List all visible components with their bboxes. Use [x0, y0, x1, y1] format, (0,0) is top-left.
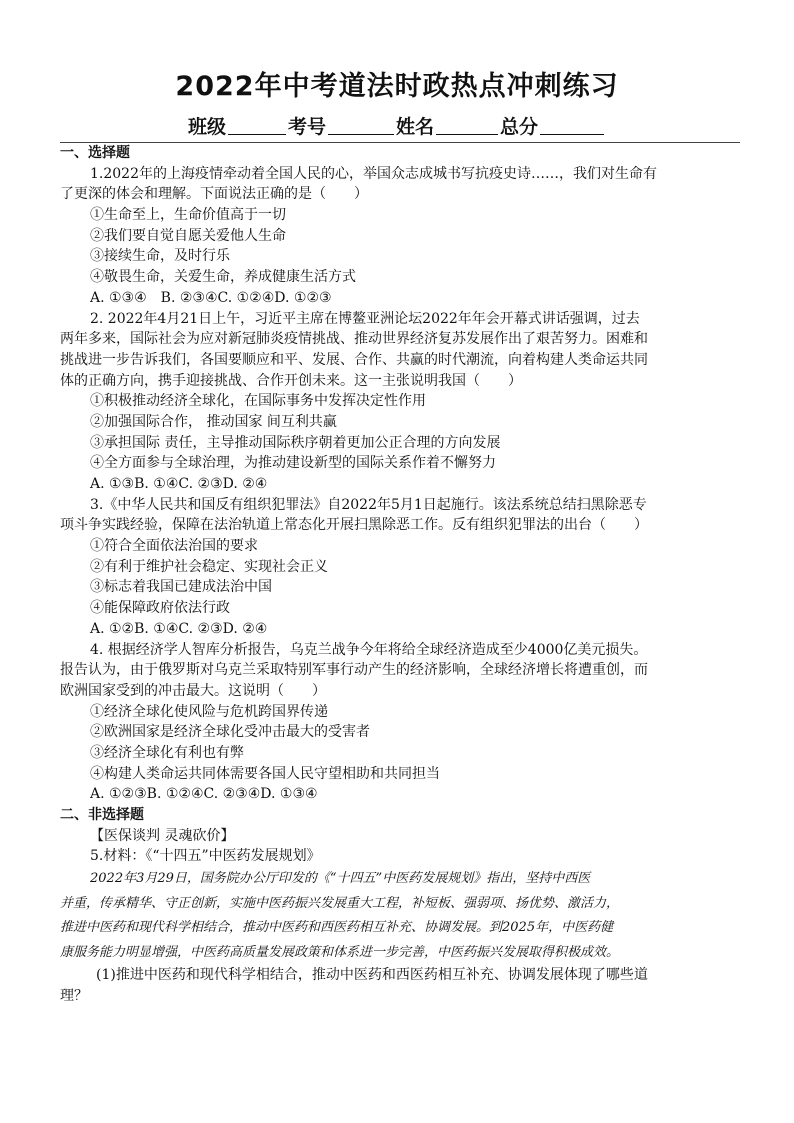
question-4-option: ③经济全球化有利也有弊: [90, 744, 244, 761]
exam-number-blank[interactable]: [328, 116, 394, 135]
question-5-material-title: 5.材料：《“十四五”中医药发展规划》: [90, 848, 321, 865]
question-3-stem-line: 3.《中华人民共和国反有组织犯罪法》自2022年5月1日起施行。该法系统总结扫黑除恶专: [90, 496, 647, 513]
question-5-subquestion-line: 理？: [60, 987, 88, 1004]
question-3-option: ②有利于维护社会稳定、实现社会正义: [90, 558, 328, 575]
class-blank[interactable]: [228, 116, 286, 135]
question-2-stem-line: 2. 2022年4月21日上午，习近平主席在博鳌亚洲论坛2022年年会开幕式讲话强调，过去: [90, 310, 640, 327]
question-1-option: ①生命至上，生命价值高于一切: [90, 207, 286, 224]
question-4-stem-line: 报告认为，由于俄罗斯对乌克兰采取特别军事行动产生的经济影响，全球经济增长将遭重创，而: [60, 662, 648, 679]
question-1-option: ③接续生命，及时行乐: [90, 248, 230, 265]
question-1-option: ②我们要自觉自愿关爱他人生命: [90, 227, 286, 244]
question-1-choices: A. ①③④ B. ②③④C. ①②④D. ①②③: [90, 289, 332, 306]
student-info-line: [0, 112, 794, 139]
page-title: 2022年中考道法时政热点冲刺练习: [175, 71, 619, 102]
question-3-choices: A. ①②B. ①④C. ②③D. ②④: [90, 620, 268, 637]
question-2-stem-line: 体的正确方向，携手迎接挑战、合作开创未来。这一主张说明我国（ ）: [60, 372, 522, 389]
question-1: [60, 164, 742, 309]
material-text-line: 并重，传承精华、守正创新，实施中医药振兴发展重大工程，补短板、强弱项、扬优势、激活力，: [60, 895, 620, 911]
question-2-option: ②加强国际合作， 推动国家 间互利共赢: [90, 413, 337, 430]
question-1-stem-line: 1.2022年的上海疫情牵动着全国人民的心，举国众志成城书写抗疫史诗……，我们对生命有: [90, 165, 657, 182]
question-5-subquestion-line: (1)推进中医药和现代科学相结合，推动中医药和西医药相互补充、协调发展体现了哪些道: [96, 967, 648, 984]
material-text-line: 推进中医药和现代科学相结合，推动中医药和西医药相互补充、协调发展。到2025年，中医药健: [60, 920, 614, 936]
question-4: [60, 640, 742, 806]
name-label: 姓名: [396, 116, 435, 138]
question-4-option: ②欧洲国家是经济全球化受冲击最大的受害者: [90, 724, 370, 741]
material-text-line: 康服务能力明显增强，中医药高质量发展政策和体系进一步完善，中医药振兴发展取得积极成效。: [60, 944, 620, 960]
question-2-option: ④全方面参与全球治理，为推动建设新型的国际关系作着不懈努力: [90, 455, 496, 472]
question-2-option: ③承担国际 责任，主导推动国际秩序朝着更加公正合理的方向发展: [90, 434, 501, 451]
question-4-stem-line: 4. 根据经济学人智库分析报告，乌克兰战争今年将给全球经济造成至少4000亿美元损失。: [90, 641, 648, 658]
worksheet-body: [60, 143, 742, 1006]
section-heading-nonchoice: 二、非选择题: [60, 807, 144, 823]
question-5: [60, 826, 742, 1007]
name-blank[interactable]: [436, 116, 498, 135]
question-2: [60, 309, 742, 495]
question-3-option: ③标志着我国已建成法治中国: [90, 579, 272, 596]
question-1-option: ④敬畏生命，关爱生命，养成健康生活方式: [90, 269, 356, 286]
question-1-stem-line: 了更深的体会和理解。下面说法正确的是（ ）: [60, 186, 368, 203]
question-4-choices: A. ①②③B. ①②④C. ②③④D. ①③④: [90, 786, 318, 803]
score-blank[interactable]: [540, 116, 604, 135]
question-2-stem-line: 两年多来，国际社会为应对新冠肺炎疫情挑战、推动世界经济复苏发展作出了艰苦努力。困难和: [60, 331, 648, 348]
question-3-option: ①符合全面依法治国的要求: [90, 538, 258, 555]
class-label: 班级: [187, 116, 226, 138]
material-text-line: 2022年3月29日，国务院办公厅印发的《“十四五”中医药发展规划》指出，坚持中西医: [90, 871, 591, 887]
question-4-option: ①经济全球化使风险与危机跨国界传递: [90, 703, 328, 720]
question-2-option: ①积极推动经济全球化，在国际事务中发挥决定性作用: [90, 393, 426, 410]
question-2-stem-line: 挑战进一步告诉我们，各国要顺应和平、发展、合作、共赢的时代潮流，向着构建人类命运共同: [60, 351, 648, 368]
question-4-option: ④构建人类命运共同体需要各国人民守望相助和共同担当: [90, 765, 440, 782]
exam-number-label: 考号: [287, 116, 326, 138]
score-label: 总分: [500, 116, 539, 138]
question-3-option: ④能保障政府依法行政: [90, 600, 230, 617]
question-4-stem-line: 欧洲国家受到的冲击最大。这说明（ ）: [60, 682, 326, 699]
question-3: [60, 495, 742, 640]
question-3-stem-line: 项斗争实践经验，保障在法治轨道上常态化开展扫黑除恶工作。反有组织犯罪法的出台（ ）: [60, 517, 648, 534]
question-5-topic: 【医保谈判 灵魂砍价】: [90, 827, 235, 844]
section-heading-choice: 一、选择题: [60, 145, 130, 161]
question-2-choices: A. ①③B. ①④C. ②③D. ②④: [90, 476, 268, 492]
